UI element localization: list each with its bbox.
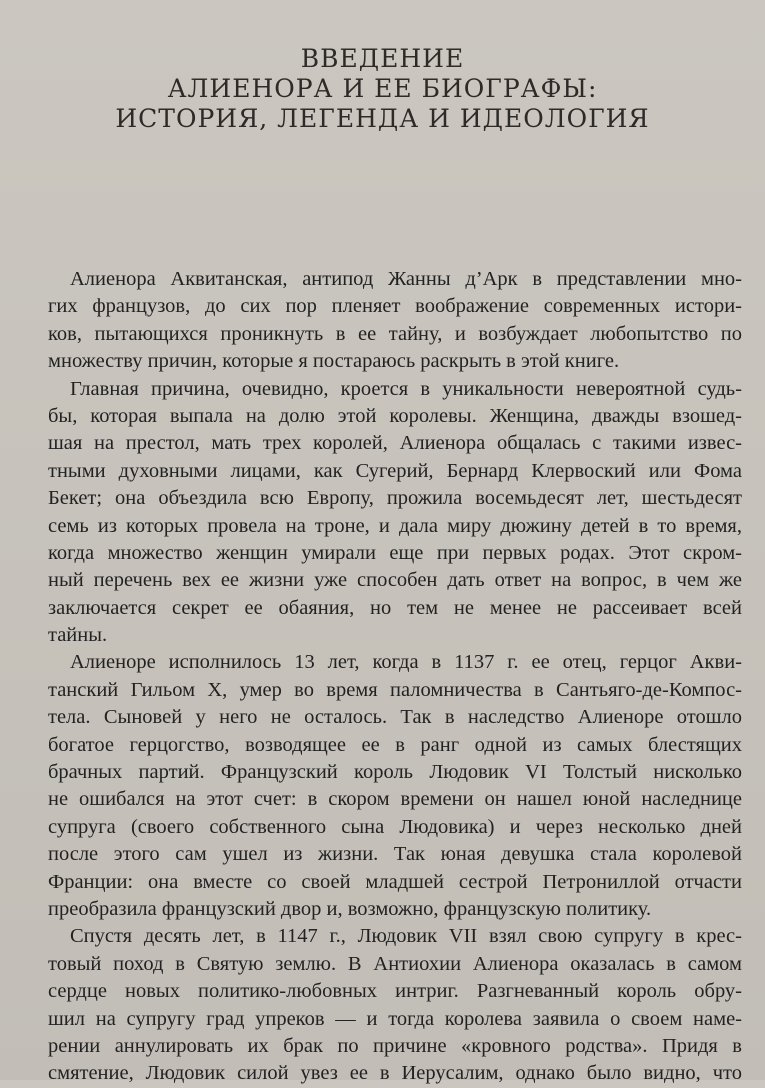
- heading-line-subject: АЛИЕНОРА И ЕЕ БИОГРАФЫ:: [167, 74, 598, 103]
- text-line: когда множество женщин умирали еще при первых родах. Этот скром-: [48, 541, 742, 564]
- text-line: товый поход в Святую землю. В Антиохии Алиенора оказалась в самом: [48, 952, 742, 975]
- text-line: танский Гильом X, умер во время паломничества в Сантьяго-де-Компос-: [48, 678, 742, 701]
- paragraph: [48, 376, 742, 650]
- text-line: брачных партий. Французский король Людовик VI Толстый нисколько: [48, 761, 742, 784]
- text-line: преобразила французский двор и, возможно, французскую политику.: [48, 897, 652, 920]
- text-line: тными духовными лицами, как Сугерий, Бернард Клервоский или Фома: [48, 459, 742, 482]
- heading-line-introduction: ВВЕДЕНИЕ: [300, 44, 465, 73]
- paragraph: [48, 923, 742, 1087]
- text-line: смятение, Людовик силой увез ее в Иерусалим, однако было видно, что: [48, 1062, 742, 1085]
- text-line: ный перечень вех ее жизни уже способен дать ответ на вопрос, в чем же: [48, 569, 742, 592]
- text-line: Франции: она вместе со своей младшей сестрой Петрониллой отчасти: [48, 870, 742, 893]
- text-line: Бекет; она объездила всю Европу, прожила восемьдесят лет, шестьдесят: [48, 487, 742, 510]
- text-line: богатое герцогство, возводящее ее в ранг одной из самых блестящих: [48, 733, 742, 756]
- paragraph: [48, 266, 742, 376]
- text-line: тела. Сыновей у него не осталось. Так в наследство Алиеноре отошло: [48, 706, 742, 729]
- text-line: рении аннулировать их брак по причине «кровного родства». Придя в: [48, 1034, 742, 1057]
- text-line: не ошибался на этот счет: в скором времени он нашел юной наследнице: [48, 788, 742, 811]
- text-line: супруга (своего собственного сына Людовика) и через несколько дней: [48, 815, 742, 838]
- chapter-body: [48, 266, 742, 1088]
- text-line: Спустя десять лет, в 1147 г., Людовик VII взял свою супругу в крес-: [70, 925, 742, 948]
- text-line: Алиеноре исполнилось 13 лет, когда в 1137 г. ее отец, герцог Акви-: [70, 651, 742, 674]
- text-line: Алиенора Аквитанская, антипод Жанны д’Арк в представлении мно-: [70, 268, 742, 290]
- text-line: Главная причина, очевидно, кроется в уникальности невероятной судь-: [70, 377, 742, 400]
- text-line: сердце новых политико-любовных интриг. Разгневанный король обру-: [48, 980, 742, 1003]
- text-line: гих французов, до сих пор пленяет воображение современных истори-: [48, 295, 742, 318]
- text-line: бы, которая выпала на долю этой королевы. Женщина, дважды взошед-: [48, 404, 742, 427]
- text-line: заключается секрет ее обаяния, но тем не менее не рассеивает всей: [48, 596, 742, 619]
- heading-line-themes: ИСТОРИЯ, ЛЕГЕНДА И ИДЕОЛОГИЯ: [115, 104, 650, 133]
- text-line: тайны.: [48, 624, 108, 647]
- chapter-heading: [0, 44, 765, 134]
- text-line: множеству причин, которые я постараюсь раскрыть в этой книге.: [48, 350, 620, 373]
- text-line: после этого сам ушел из жизни. Так юная девушка стала королевой: [48, 843, 742, 866]
- text-line: ков, пытающихся проникнуть в ее тайну, и возбуждает любопытство по: [48, 322, 742, 345]
- text-line: семь из которых провела на троне, и дала миру дюжину детей в то время,: [48, 514, 742, 537]
- text-line: шая на престол, мать трех королей, Алиенора общалась с такими извес-: [48, 432, 742, 455]
- text-line: шил на супругу град упреков — и тогда королева заявила о своем наме-: [48, 1007, 742, 1030]
- paragraph: [48, 649, 742, 923]
